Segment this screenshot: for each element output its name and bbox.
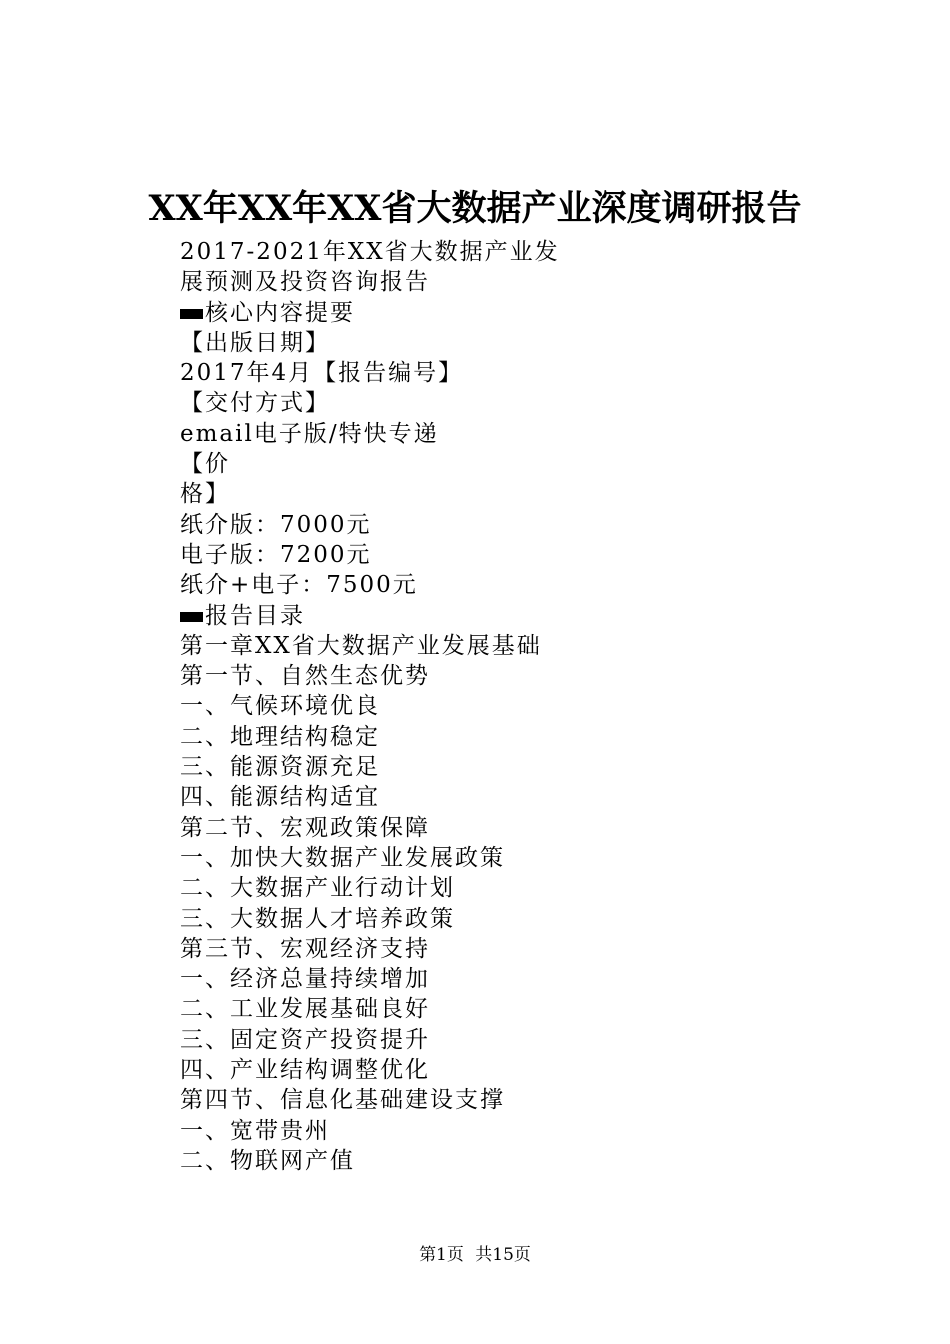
document-line-text: 报告目录 bbox=[205, 602, 305, 629]
document-line-text: 四、能源结构适宜 bbox=[180, 784, 380, 811]
document-line-text: 一、气候环境优良 bbox=[180, 693, 380, 720]
black-square-icon bbox=[180, 309, 203, 319]
document-line-text: 一、加快大数据产业发展政策 bbox=[180, 844, 505, 871]
page-total: 共15页 bbox=[475, 1245, 531, 1265]
document-line-text: 三、固定资产投资提升 bbox=[180, 1026, 430, 1053]
document-line-text: 第三节、宏观经济支持 bbox=[180, 935, 430, 962]
black-square-icon bbox=[180, 612, 203, 622]
document-line bbox=[180, 358, 740, 388]
document-line bbox=[180, 994, 740, 1024]
document-line bbox=[180, 267, 740, 297]
document-line bbox=[180, 843, 740, 873]
document-line-text: 第四节、信息化基础建设支撑 bbox=[180, 1087, 505, 1114]
document-line-text: 【出版日期】 bbox=[180, 329, 330, 356]
document-line bbox=[180, 328, 740, 358]
document-line bbox=[180, 873, 740, 903]
document-line-text: 核心内容提要 bbox=[205, 299, 355, 326]
document-line-text: 一、宽带贵州 bbox=[180, 1117, 330, 1144]
document-line-text: 一、经济总量持续增加 bbox=[180, 966, 430, 993]
document-line-text: 展预测及投资咨询报告 bbox=[180, 269, 430, 296]
document-line-text: 三、大数据人才培养政策 bbox=[180, 905, 455, 932]
document-line bbox=[180, 1146, 740, 1176]
document-line-text: 2017-2021年XX省大数据产业发 bbox=[180, 239, 560, 265]
document-body bbox=[180, 237, 740, 1176]
document-line bbox=[180, 601, 740, 631]
document-line-text: 二、地理结构稳定 bbox=[180, 723, 380, 750]
document-line-text: 2017年4月【报告编号】 bbox=[180, 360, 464, 387]
document-line-text: 第一章XX省大数据产业发展基础 bbox=[180, 632, 542, 659]
document-line bbox=[180, 388, 740, 418]
document-line-text: 格】 bbox=[180, 481, 230, 508]
document-line bbox=[180, 1055, 740, 1085]
document-line bbox=[180, 904, 740, 934]
document-line bbox=[180, 1085, 740, 1115]
document-line bbox=[180, 1116, 740, 1146]
document-line bbox=[180, 479, 740, 509]
document-line bbox=[180, 449, 740, 479]
document-line-text: 二、工业发展基础良好 bbox=[180, 996, 430, 1023]
document-line-text: 【交付方式】 bbox=[180, 390, 330, 417]
document-line-text: 纸介版：7000元 bbox=[180, 511, 372, 538]
page-footer bbox=[0, 1243, 950, 1267]
document-line-text: 纸介+电子：7500元 bbox=[180, 572, 418, 599]
document-line-text: 电子版：7200元 bbox=[180, 541, 372, 568]
document-line-text: 第二节、宏观政策保障 bbox=[180, 814, 430, 841]
document-title: XX年XX年XX省大数据产业深度调研报告 bbox=[148, 188, 802, 229]
document-line-text: 三、能源资源充足 bbox=[180, 754, 380, 781]
document-line bbox=[180, 570, 740, 600]
document-line bbox=[180, 782, 740, 812]
page-number: 第1页 bbox=[419, 1245, 464, 1265]
document-line-text: 四、产业结构调整优化 bbox=[180, 1057, 430, 1084]
document-line bbox=[180, 964, 740, 994]
document-line-text: email电子版/特快专递 bbox=[180, 420, 439, 447]
document-line-text: 【价 bbox=[180, 451, 230, 478]
document-line-text: 二、物联网产值 bbox=[180, 1147, 355, 1174]
document-line bbox=[180, 661, 740, 691]
document-line bbox=[180, 752, 740, 782]
document-line-text: 二、大数据产业行动计划 bbox=[180, 875, 455, 902]
document-line bbox=[180, 722, 740, 752]
document-line bbox=[180, 237, 740, 267]
document-line bbox=[180, 813, 740, 843]
document-line bbox=[180, 510, 740, 540]
document-line bbox=[180, 631, 740, 661]
document-line bbox=[180, 298, 740, 328]
document-line-text: 第一节、自然生态优势 bbox=[180, 663, 430, 690]
document-line bbox=[180, 1025, 740, 1055]
document-line bbox=[180, 540, 740, 570]
document-line bbox=[180, 419, 740, 449]
document-line bbox=[180, 691, 740, 721]
document-line bbox=[180, 934, 740, 964]
